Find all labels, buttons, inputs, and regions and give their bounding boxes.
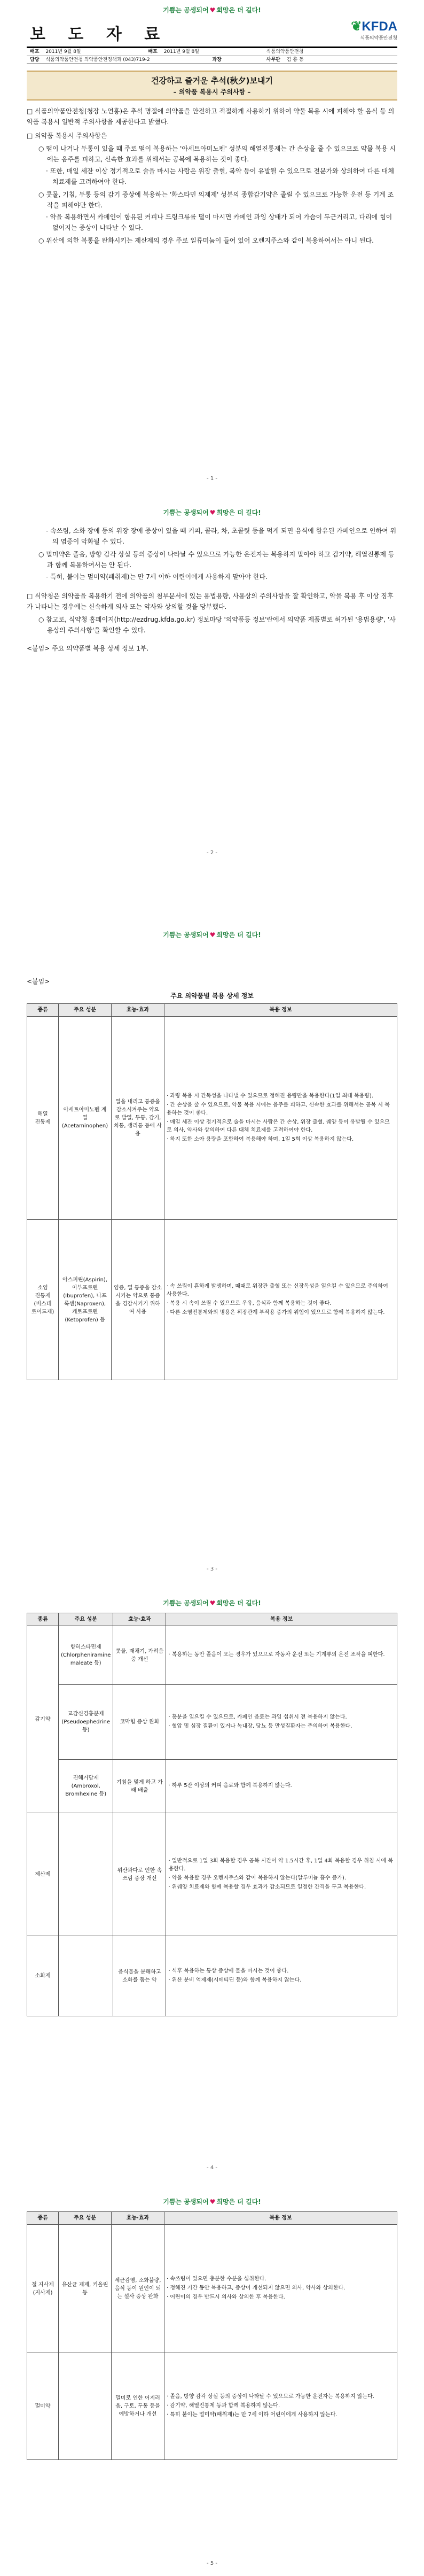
- page-number: - 3 -: [207, 1566, 217, 1572]
- attachment-label: <붙임>: [27, 978, 50, 985]
- page-4: [0, 1593, 424, 2181]
- headline: 건강하고 즐거운 추석(秋夕)보내기: [151, 76, 273, 86]
- slogan: 기쁨는 공생되어 ♥ 희망은 더 길다!: [163, 931, 261, 939]
- bullet: ○ 참고로, 식약청 홈페이지(http://ezdrug.kfda.go.kr) 정보마당 '의약품등 정보'란에서 의약품 제품별로 허가된 '용법용량', '사용상의 주의사항'을 확인할 수 있다.: [38, 616, 396, 634]
- bullet: ○ 위산에 의한 복통을 완화시키는 제산제의 경우 주로 일류미늄이 들어 있어 오렌지주스와 같이 복용하여서는 아니 된다.: [38, 237, 374, 244]
- table-row: 제산제 위산과다로 인한 속쓰림 증상 개선 · 일반적으로 1일 3회 복용할 경우 공복 시간이 약 1.5시간 후, 1일 4회 복용할 경우 취침 시에 복용한다. · 약을 복용할 경우 오렌지주스와 같이 복용하지 않는다(알루미늄 흡수 증가). · 위궤양 치료제와 함께 복용할 경우 효과가 감소되므로 일정한 간격을 두고 복용한다.: [27, 1813, 397, 1936]
- col-header: 주요 성분: [59, 1004, 112, 1017]
- page-5: [0, 2192, 424, 2576]
- slogan: 기쁨는 공생되어 ♥ 희망은 더 길다!: [163, 2198, 261, 2206]
- attachment-note: <붙임> 주요 의약품별 복용 상세 정보 1부.: [27, 645, 149, 652]
- slogan: 기쁨는 공생되어 ♥ 희망은 더 길다!: [163, 6, 261, 14]
- drug-table: 종류 주요 성분 효능·효과 복용 정보 감기약 항히스타민제 (Chlorpheniramine maleate 등) 콧물, 재채기, 가려움증 개선 · 복용하는 동안 졸음이 오는 경우가 있으므로 자동차 운전 또는 기계류의 운전 조작을 피한다. 교감신경흥분제 (Pseudoephedrine 등) 코막힘 증상 완화 · 흥분을 일으킬 수 있으므로, 카페인 음료는 과잉 섭취시 전 복용하지 않는다. · 혈압 및 심장 질환이 있거나 녹내장, 당뇨 등 만성질환자는 주의하여 복용한다. 진해거담제 (Ambroxol, Bromhexine 등) 기침을 멎게 하고 가래 배출 · 하루 5잔 이상의 커피 음료와 함께 복용하지 않는다. 제산제 위산과다로 인한 속쓰림 증상 개선 · 일반적으로 1일 3회 복용할 경우 공복 시간이 약 1.5시간 후, 1일 4회 복용할 경우 취침 시에 복용한다. · 약을 복용할 경우 오렌지주스와 같이 복용하지 않는다(알루미늄 흡수 증가). · 위궤양 치료제와 함께 복용할 경우 효과가 감소되므로 일정한 간격을 두고 복용한다. 소화제 음식물을 분해하고 소화를 돕는 약 · 식후 복용하는 통상 증상에 물을 마시는 것이 좋다. · 위산 분비 억제제(시메티딘 등)와 함께 복용하지 않는다.: [27, 1613, 397, 2016]
- table-row: 감기약 항히스타민제 (Chlorpheniramine maleate 등) 콧물, 재채기, 가려움증 개선 · 복용하는 동안 졸음이 오는 경우가 있으므로 자동차 운전 또는 기계류의 운전 조작을 피한다.: [27, 1626, 397, 1685]
- subheadline: – 의약품 복용시 주의사항 –: [173, 88, 251, 96]
- sub-bullet: - 속쓰림, 소화 장애 등의 위장 장애 증상이 있을 때 커피, 콜라, 차, 초콜릿 등을 먹게 되면 음식에 함유된 카페인으로 인하여 위의 염증이 악화될 수 있다.: [46, 527, 397, 545]
- page-number: - 5 -: [207, 2560, 217, 2566]
- sub-bullet: - 특히, 붙이는 멀미약(패취제)는 만 7세 이하 어린이에게 사용하지 말아야 한다.: [46, 573, 268, 581]
- drug-table: [27, 1003, 397, 1380]
- section-item: □ 식약청은 의약품을 복용하기 전에 의약품의 첨부문서에 있는 용법용량, 사용상의 주의사항을 잘 확인하고, 약물 복용 후 이상 징후가 나타나는 경우에는 신속하게 의사 또는 약사와 상의할 것을 당부했다.: [27, 592, 394, 610]
- table-row: 교감신경흥분제 (Pseudoephedrine 등) 코막힘 증상 완화 · 흥분을 일으킬 수 있으므로, 카페인 음료는 과잉 섭취시 전 복용하지 않는다. · 혈압 및 심장 질환이 있거나 녹내장, 당뇨 등 만성질환자는 주의하여 복용한다.: [27, 1685, 397, 1760]
- page-3: [0, 877, 424, 1582]
- col-header: 복용 정보: [164, 1004, 397, 1017]
- table-row: 철 지사제 (지사제) 유산균 제제, 키올린 등 세균감염, 소화불량, 음식 등이 원인이 되는 설사 증상 완화 · 속쓰림이 있으면 충분한 수분을 섭취한다. · 정해진 기간 동안 복용하고, 증상이 개선되지 않으면 의사, 약사와 상의한다. · 어린이의 경우 반드시 의사와 상의한 후 복용한다.: [27, 2225, 397, 2353]
- page-2: [0, 502, 424, 866]
- intro-paragraph: □ 식품의약품안전청(청장 노연홍)은 추석 명절에 의약품을 안전하고 적절하게 사용하기 위하여 약물 복용 시에 피해야 할 음식 등 의약품 복용시 일반적 주의사항을 제공한다고 밝혔다.: [27, 107, 395, 126]
- page-number: - 4 -: [207, 2165, 217, 2171]
- page-number: - 2 -: [207, 850, 217, 856]
- sub-bullet: · 또한, 매일 세잔 이상 정기적으로 술을 마시는 사람은 위장 출혈, 복약 등이 유발될 수 있으므로 전문가와 상의하여 다른 대체 치료제를 고려하여야 한다.: [46, 167, 394, 185]
- slogan: 기쁨는 공생되어 ♥ 희망은 더 길다!: [163, 509, 261, 516]
- sub-bullet: · 약을 복용하면서 카페인이 함유된 커피나 드링크류를 떨이 마시면 카페인 과잉 상태가 되어 가슴이 두근거리고, 다리에 힘이 없어지는 증상이 나타날 수 있다.: [46, 213, 392, 231]
- table-row: 멀미약 멀미로 인한 어지러움, 구토, 두통 등을 예방하거나 개선 · 졸음, 방향 감각 상실 등의 증상이 나타날 수 있으므로 가능한 운전자는 복용하지 않는다. · 감기약, 해열진통제 등과 함께 복용하지 않는다. · 특히 붙이는 멀미약(패취제)는 만 7세 이하 어린이에게 사용하지 않는다.: [27, 2353, 397, 2460]
- press-release-title: 보 도 자 료: [30, 25, 169, 44]
- bullet: ○ 떨이 나거나 두통이 있을 때 주로 떨이 복용하는 '아세트아미노펜' 성분의 해열진통제는 간 손상을 줄 수 있으므로 약물 복용 시에는 음주를 피하고, 신속한 효과를 위해서는 공복에 복용하는 것이 좋다.: [38, 145, 396, 163]
- headline-box: [27, 71, 397, 100]
- kfda-logo: ❦KFDA 식품의약품안전청: [351, 19, 397, 41]
- table-row: 해열 진통제 아세트아미노펜 계열 (Acetaminophen) 열을 내리고 통증을 감소시켜주는 약으로 발열, 두통, 감기, 치통, 생리통 등에 사용 · 과량 복용 시 간독성을 나타낼 수 있으므로 정해진 용량만을 복용한다(1일 최대 복용량). · 간 손상을 줄 수 있으므로, 약물 복용 시에는 음주를 피하고, 신속한 효과를 위해서는 공복 시 복용하는 것이 좋다. · 매일 세잔 이상 정기적으로 술을 마시는 사람은 간 손상, 위장 출혈, 궤양 등이 유발될 수 있으므로 의사, 약사와 상의하여 다른 대체 치료제를 고려하여야 한다. · 하지 또한 소아 용량을 포함하여 복용해야 하며, 1일 5회 이상 복용하지 않는다.: [27, 1017, 397, 1220]
- page-1: [0, 0, 424, 492]
- press-header: [27, 19, 397, 47]
- section-heading: □ 의약품 복용시 주의사항은: [27, 132, 107, 140]
- table-row: 진해거담제 (Ambroxol, Bromhexine 등) 기침을 멎게 하고 가래 배출 · 하루 5잔 이상의 커피 음료와 함께 복용하지 않는다.: [27, 1760, 397, 1813]
- table-title: 주요 의약품별 복용 상세 정보: [170, 992, 254, 1000]
- drug-table: 종류 주요 성분 효능·효과 복용 정보 철 지사제 (지사제) 유산균 제제, 키올린 등 세균감염, 소화불량, 음식 등이 원인이 되는 설사 증상 완화 · 속쓰림이 있으면 충분한 수분을 섭취한다. · 정해진 기간 동안 복용하고, 증상이 개선되지 않으면 의사, 약사와 상의한다. · 어린이의 경우 반드시 의사와 상의한 후 복용한다. 멀미약 멀미로 인한 어지러움, 구토, 두통 등을 예방하거나 개선 · 졸음, 방향 감각 상실 등의 증상이 나타날 수 있으므로 가능한 운전자는 복용하지 않는다. · 감기약, 해열진통제 등과 함께 복용하지 않는다. · 특히 붙이는 멀미약(패취제)는 만 7세 이하 어린이에게 사용하지 않는다.: [27, 2211, 397, 2460]
- bullet: ○ 멀미약은 졸음, 방향 감각 상실 등의 증상이 나타날 수 있으므로 가능한 운전자는 복용하지 말아야 하고 감기약, 해열진통제 등과 함께 복용하여서는 안 된다.: [38, 551, 395, 569]
- meta-table: 배포 2011년 9월 8일 배포 2011년 9월 8일 식품의약품안전청 담당 식품의약품안전청 의약품안전정책과 (043)719-2 과장 사무관 김 홍 동: [27, 47, 397, 64]
- slogan: 기쁨는 공생되어 ♥ 희망은 더 길다!: [163, 1599, 261, 1607]
- page-number: - 1 -: [207, 476, 217, 482]
- bullet: ○ 콧물, 기침, 두통 등의 감기 증상에 복용하는 '화스타민 의제제' 성분의 종합감기약은 졸릴 수 있으므로 가능한 운전 등 기계 조작을 피해야만 한다.: [38, 191, 394, 209]
- col-header: 효능·효과: [112, 1004, 164, 1017]
- col-header: 종류: [27, 1004, 59, 1017]
- table-row: 소화제 음식물을 분해하고 소화를 돕는 약 · 식후 복용하는 통상 증상에 물을 마시는 것이 좋다. · 위산 분비 억제제(시메티딘 등)와 함께 복용하지 않는다.: [27, 1936, 397, 2016]
- table-row: 소염 진통제 (비스테 로이드제) 아스피린(Aspirin), 이부프로펜(Ibuprofen), 나프록센(Naproxen), 케토프로펜(Ketoprofen) 등 염증, 열 통증을 감소시키는 약으로 통증을 경감시키기 위하여 사용 · 속 쓰림이 흔하게 발생하며, 때때로 위장관 출혈 또는 신장독성을 일으킬 수 있으므로 주의하여 사용한다. · 복용 시 속이 쓰릴 수 있으므로 우유, 음식과 함께 복용하는 것이 좋다. · 다른 소염진통제와의 병용은 위장관계 부작용 증가의 위험이 있으므로 함께 복용하지 않는다.: [27, 1220, 397, 1380]
